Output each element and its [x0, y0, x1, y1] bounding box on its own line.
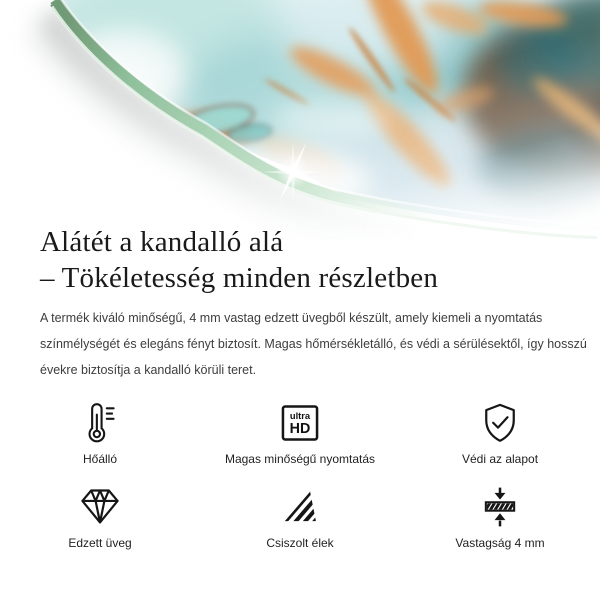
feature-label: Magas minőségű nyomtatás	[224, 452, 376, 466]
thermometer-icon	[78, 399, 122, 447]
feature-item-tempered-glass	[5, 483, 195, 551]
feature-label: Hőálló	[82, 452, 118, 466]
feature-item-heat-resistant	[5, 399, 195, 467]
feature-item-protects-base	[405, 399, 595, 467]
product-image	[0, 0, 600, 240]
feature-item-print-quality	[205, 399, 395, 467]
polished-edge-icon	[278, 483, 322, 531]
title-line-2: – Tökéletesség minden részletben	[40, 262, 439, 294]
feature-label: Edzett üveg	[68, 536, 132, 550]
feature-label: Védi az alapot	[461, 452, 539, 466]
svg-text:ultra: ultra	[289, 411, 311, 422]
thickness-arrows-icon	[478, 483, 522, 531]
feature-item-polished-edges	[205, 483, 395, 551]
feature-label: Csiszolt élek	[266, 536, 334, 550]
product-description: A termék kiváló minőségű, 4 mm vastag edzett üvegből készült, amely kiemeli a nyomtatás színmélységét és elegáns fényt biztosít. Magas hőmérsékletálló, és védi a sérülésektől, így hosszú évekre biztosítja a kandalló körüli teret.	[40, 311, 587, 377]
diamond-icon	[78, 483, 122, 531]
feature-label: Vastagság 4 mm	[455, 536, 545, 550]
page-title	[40, 224, 438, 296]
svg-text:HD: HD	[289, 420, 311, 437]
shield-check-icon	[478, 399, 522, 447]
features-grid	[0, 399, 600, 551]
title-line-1: Alátét a kandalló alá	[40, 226, 284, 258]
ultra-hd-icon	[278, 399, 322, 447]
feature-item-thickness	[405, 483, 595, 551]
